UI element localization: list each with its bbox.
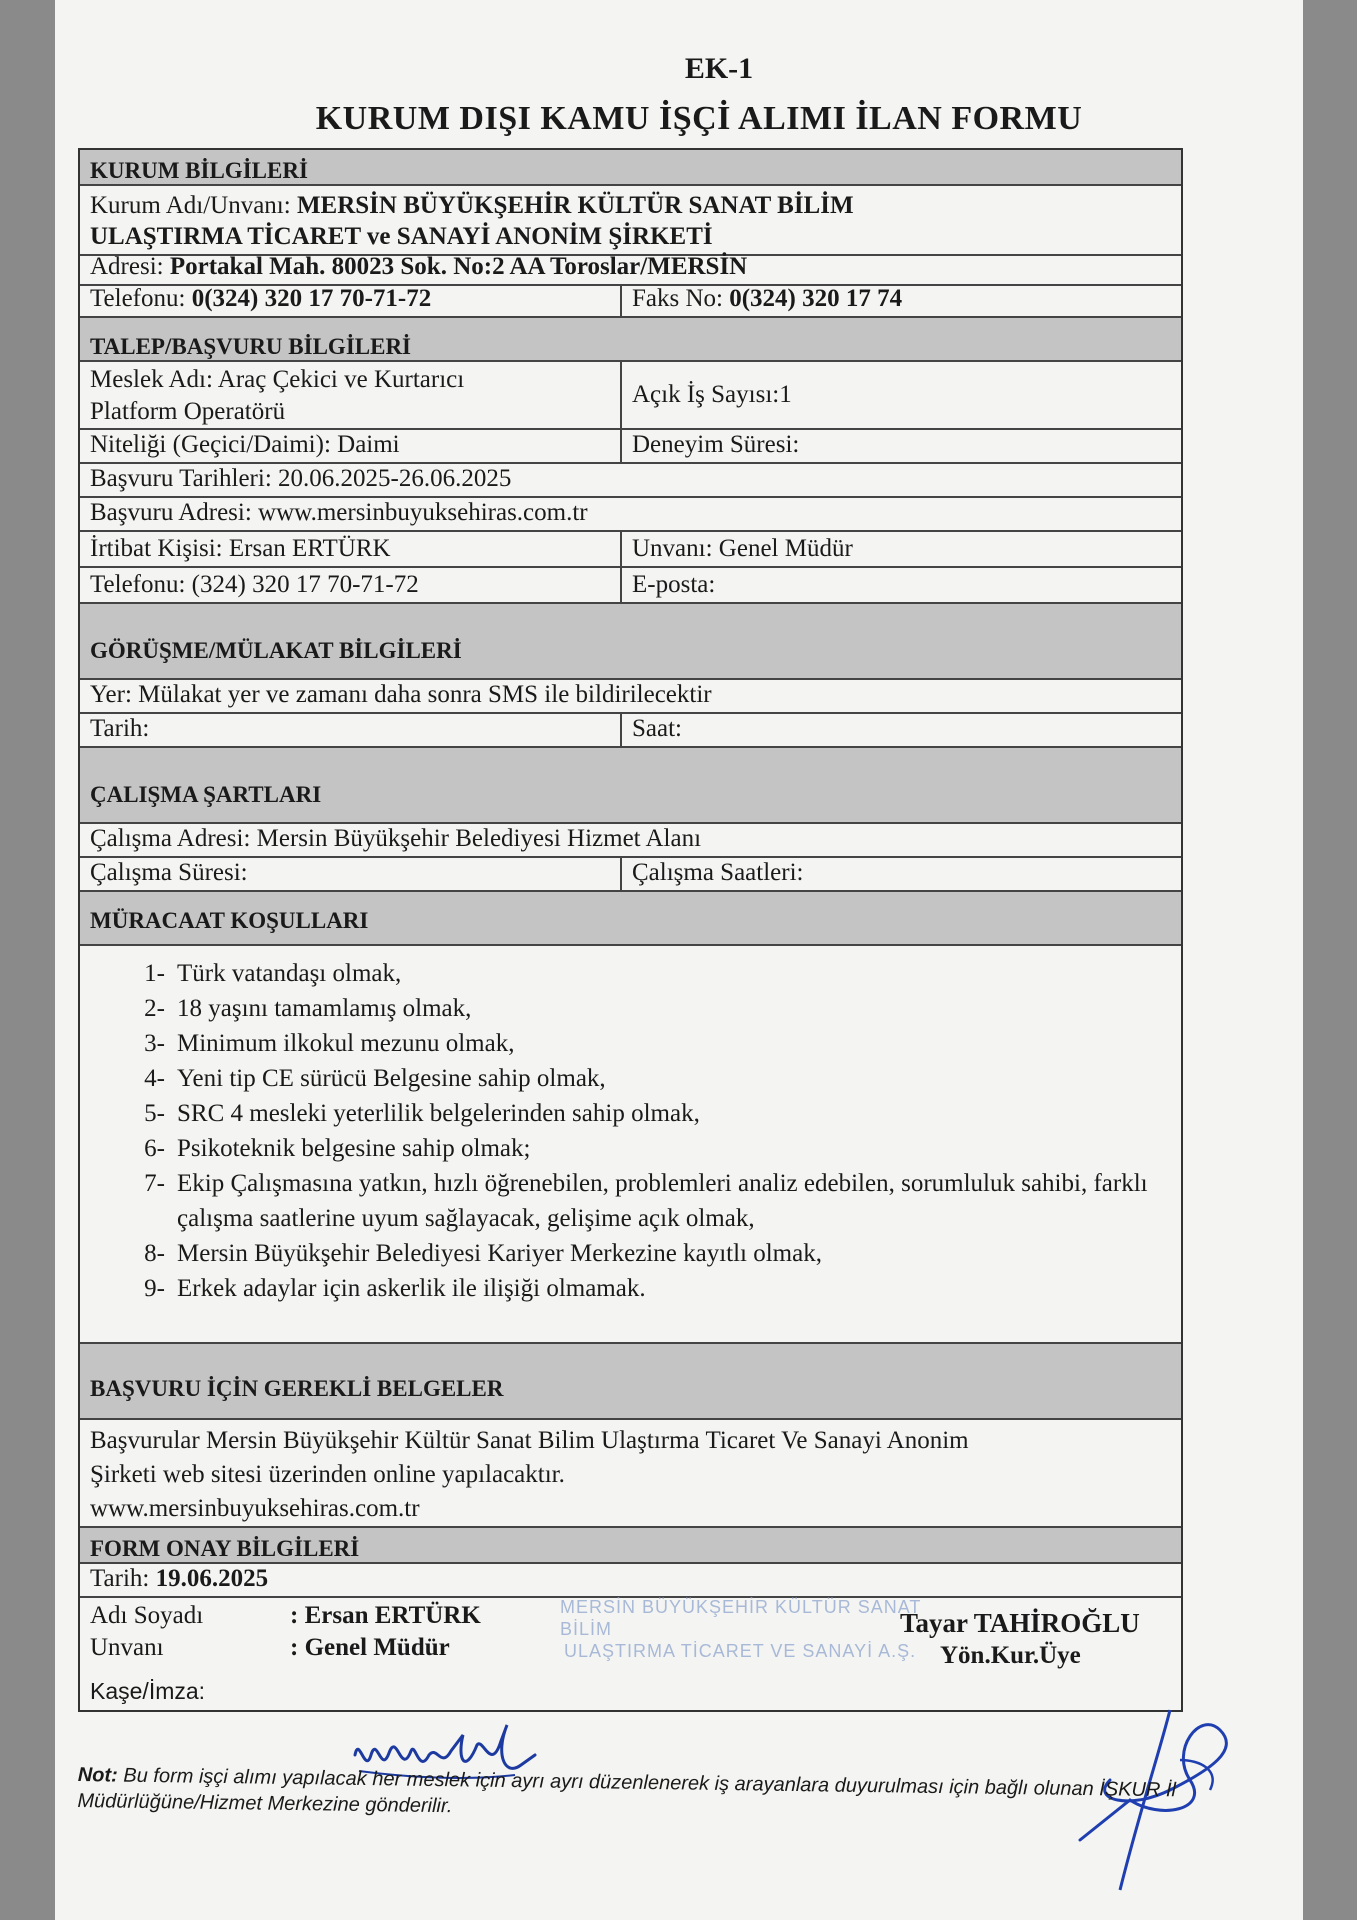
contact-person: İrtibat Kişisi: Ersan ERTÜRK	[80, 532, 622, 566]
kurum-name-label: Kurum Adı/Unvanı:	[90, 192, 291, 219]
approval-signatures	[80, 1598, 1181, 1710]
work-hours: Çalışma Saatleri:	[632, 859, 804, 887]
condition-item: 2- 18 yaşını tamamlamış olmak,	[144, 995, 472, 1022]
job-line-2: Platform Operatörü	[90, 398, 286, 425]
interview-date: Tarih:	[80, 714, 622, 746]
address-label: Adresi:	[90, 253, 164, 281]
interview-place: Yer: Mülakat yer ve zamanı daha sonra SMS ile bildirilecektir	[90, 681, 712, 709]
row-job	[80, 362, 1181, 430]
kurum-name-value-2: ULAŞTIRMA TİCARET ve SANAYİ ANONİM ŞİRKETİ	[90, 223, 713, 250]
section-belgeler: BAŞVURU İÇİN GEREKLİ BELGELER	[80, 1344, 1181, 1420]
condition-item: 1- Türk vatandaşı olmak,	[144, 960, 402, 987]
condition-item: 7- Ekip Çalışmasına yatkın, hızlı öğrenebilen, problemleri analiz edebilen, sorumluluk sahibi, farklı çalışma saatlerine uyum sağlayacak, gelişime açık olmak,	[144, 1170, 1148, 1232]
approval-date-label: Tarih:	[90, 1565, 150, 1593]
documents-line-3: www.mersinbuyuksehiras.com.tr	[90, 1495, 420, 1522]
row-work-address	[80, 824, 1181, 858]
work-duration: Çalışma Süresi:	[80, 858, 622, 890]
documents-line-2: Şirketi web sitesi üzerinden online yapılacaktır.	[90, 1461, 565, 1488]
row-kurum-phone	[80, 286, 1181, 318]
condition-item: 4- Yeni tip CE sürücü Belgesine sahip olmak,	[144, 1065, 606, 1092]
stamp-signature-label: Kaşe/İmza:	[90, 1678, 206, 1704]
fax-label: Faks No:	[632, 285, 723, 313]
row-contact-phone	[80, 568, 1181, 604]
row-interview-time	[80, 714, 1181, 748]
form-title: KURUM DIŞI KAMU İŞÇİ ALIMI İLAN FORMU	[315, 100, 1083, 137]
row-interview-place	[80, 680, 1181, 714]
application-address: Başvuru Adresi: www.mersinbuyuksehiras.com.tr	[90, 499, 588, 527]
contact-email: E-posta:	[632, 571, 716, 599]
application-dates: Başvuru Tarihleri: 20.06.2025-26.06.2025	[90, 465, 512, 493]
contact-phone: Telefonu: (324) 320 17 70-71-72	[80, 568, 622, 602]
job-line-1: Meslek Adı: Araç Çekici ve Kurtarıcı	[90, 366, 465, 393]
approval-date-value: 19.06.2025	[155, 1565, 269, 1593]
approver-name-value: : Ersan ERTÜRK	[290, 1602, 481, 1629]
row-contact	[80, 532, 1181, 568]
kurum-name-value-1: MERSİN BÜYÜKŞEHİR KÜLTÜR SANAT BİLİM	[296, 192, 854, 219]
approver-title-label: Unvanı	[90, 1634, 164, 1661]
section-talep: TALEP/BAŞVURU BİLGİLERİ	[80, 318, 1181, 362]
section-calisma: ÇALIŞMA ŞARTLARI	[80, 748, 1181, 824]
conditions-list	[80, 946, 1181, 1344]
required-documents	[80, 1420, 1181, 1528]
section-onay: FORM ONAY BİLGİLERİ	[80, 1528, 1181, 1564]
announcement-form	[78, 148, 1183, 1712]
row-quality	[80, 430, 1181, 464]
condition-item: 9- Erkek adaylar için askerlik ile ilişiği olmamak.	[144, 1275, 646, 1302]
condition-item: 6- Psikoteknik belgesine sahip olmak;	[144, 1135, 531, 1162]
work-address: Çalışma Adresi: Mersin Büyükşehir Belediyesi Hizmet Alanı	[90, 825, 702, 853]
note-text: Bu form işçi alımı yapılacak her meslek için ayrı ayrı düzenlenerek iş arayanlara duyurulması için bağlı olunan İŞKUR İl Müdürlüğüne/Hizmet Merkezine gönderilir.	[77, 1764, 1177, 1818]
form-code: EK-1	[684, 52, 754, 85]
row-kurum-name	[80, 186, 1181, 256]
approver-name-label: Adı Soyadı	[90, 1602, 204, 1629]
phone-value: 0(324) 320 17 70-71-72	[191, 285, 432, 313]
interview-time: Saat:	[632, 715, 682, 743]
row-kurum-address	[80, 253, 1181, 286]
row-dates	[80, 464, 1181, 498]
note-label: Not:	[77, 1763, 118, 1787]
row-work-duration	[80, 858, 1181, 892]
condition-item: 8- Mersin Büyükşehir Belediyesi Kariyer Merkezine kayıtlı olmak,	[144, 1240, 822, 1267]
section-gorusme: GÖRÜŞME/MÜLAKAT BİLGİLERİ	[80, 604, 1181, 680]
quality: Niteliği (Geçici/Daimi): Daimi	[80, 430, 622, 462]
board-member-title: Yön.Kur.Üye	[940, 1642, 1081, 1669]
row-app-address	[80, 498, 1181, 532]
open-count: Açık İş Sayısı:1	[632, 380, 792, 408]
fax-value: 0(324) 320 17 74	[729, 285, 903, 313]
section-muracaat: MÜRACAAT KOŞULLARI	[80, 892, 1181, 946]
address-value: Portakal Mah. 80023 Sok. No:2 AA Toroslar/MERSİN	[169, 253, 748, 281]
phone-label: Telefonu:	[90, 285, 186, 313]
condition-item: 5- SRC 4 mesleki yeterlilik belgelerinden sahip olmak,	[144, 1100, 700, 1127]
section-kurum: KURUM BİLGİLERİ	[80, 150, 1181, 186]
condition-item: 3- Minimum ilkokul mezunu olmak,	[144, 1030, 515, 1057]
row-approval-date	[80, 1564, 1181, 1598]
experience: Deneyim Süresi:	[632, 431, 800, 459]
board-member-name: Tayar TAHİROĞLU	[900, 1608, 1140, 1638]
approver-title-value: : Genel Müdür	[290, 1634, 450, 1661]
contact-title: Unvanı: Genel Müdür	[632, 535, 853, 563]
documents-line-1: Başvurular Mersin Büyükşehir Kültür Sanat Bilim Ulaştırma Ticaret Ve Sanayi Anonim	[90, 1427, 969, 1454]
company-stamp: MERSİN BÜYÜKŞEHİR KÜLTÜR SANAT BİLİM ULAŞTIRMA TİCARET VE SANAYİ A.Ş.	[560, 1597, 922, 1661]
